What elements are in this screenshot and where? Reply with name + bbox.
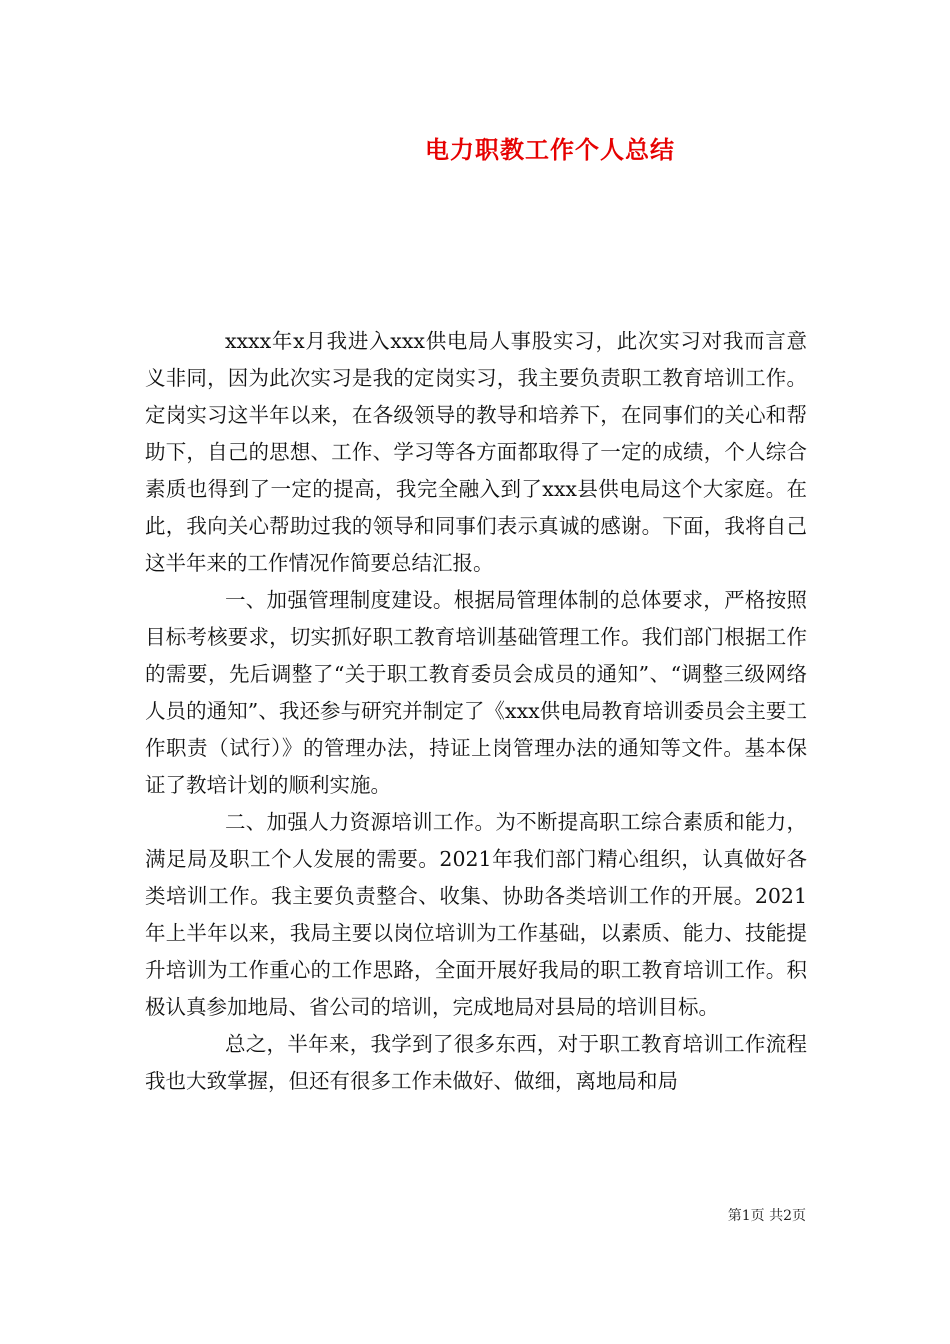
document-body <box>145 323 807 1100</box>
paragraph-hr-training: 二、加强人力资源培训工作。为不断提高职工综合素质和能力，满足局及职工个人发展的需要。2021年我们部门精心组织，认真做好各类培训工作。我主要负责整合、收集、协助各类培训工作的开展。2021年上半年以来，我局主要以岗位培训为工作基础，以素质、能力、技能提升培训为工作重心的工作思路，全面开展好我局的职工教育培训工作。积极认真参加地局、省公司的培训，完成地局对县局的培训目标。 <box>145 810 807 1019</box>
document-title: 电力职教工作个人总结 <box>425 135 675 164</box>
paragraph-conclusion: 总之，半年来，我学到了很多东西，对于职工教育培训工作流程我也大致掌握，但还有很多工作未做好、做细，离地局和局 <box>145 1032 807 1093</box>
paragraph-management-system: 一、加强管理制度建设。根据局管理体制的总体要求，严格按照目标考核要求，切实抓好职工教育培训基础管理工作。我们部门根据工作的需要，先后调整了“关于职工教育委员会成员的通知”、“调整三级网络人员的通知”、我还参与研究并制定了《xxx供电局教育培训委员会主要工作职责（试行）》的管理办法，持证上岗管理办法的通知等文件。基本保证了教培计划的顺利实施。 <box>145 588 807 797</box>
page-number: 第1页 共2页 <box>727 1208 806 1224</box>
paragraph-intro: xxxx年x月我进入xxx供电局人事股实习，此次实习对我而言意义非同，因为此次实习是我的定岗实习，我主要负责职工教育培训工作。定岗实习这半年以来，在各级领导的教导和培养下，在同事们的关心和帮助下，自己的思想、工作、学习等各方面都取得了一定的成绩，个人综合素质也得到了一定的提高，我完全融入到了xxx县供电局这个大家庭。在此，我向关心帮助过我的领导和同事们表示真诚的感谢。下面，我将自己这半年来的工作情况作简要总结汇报。 <box>145 329 807 575</box>
